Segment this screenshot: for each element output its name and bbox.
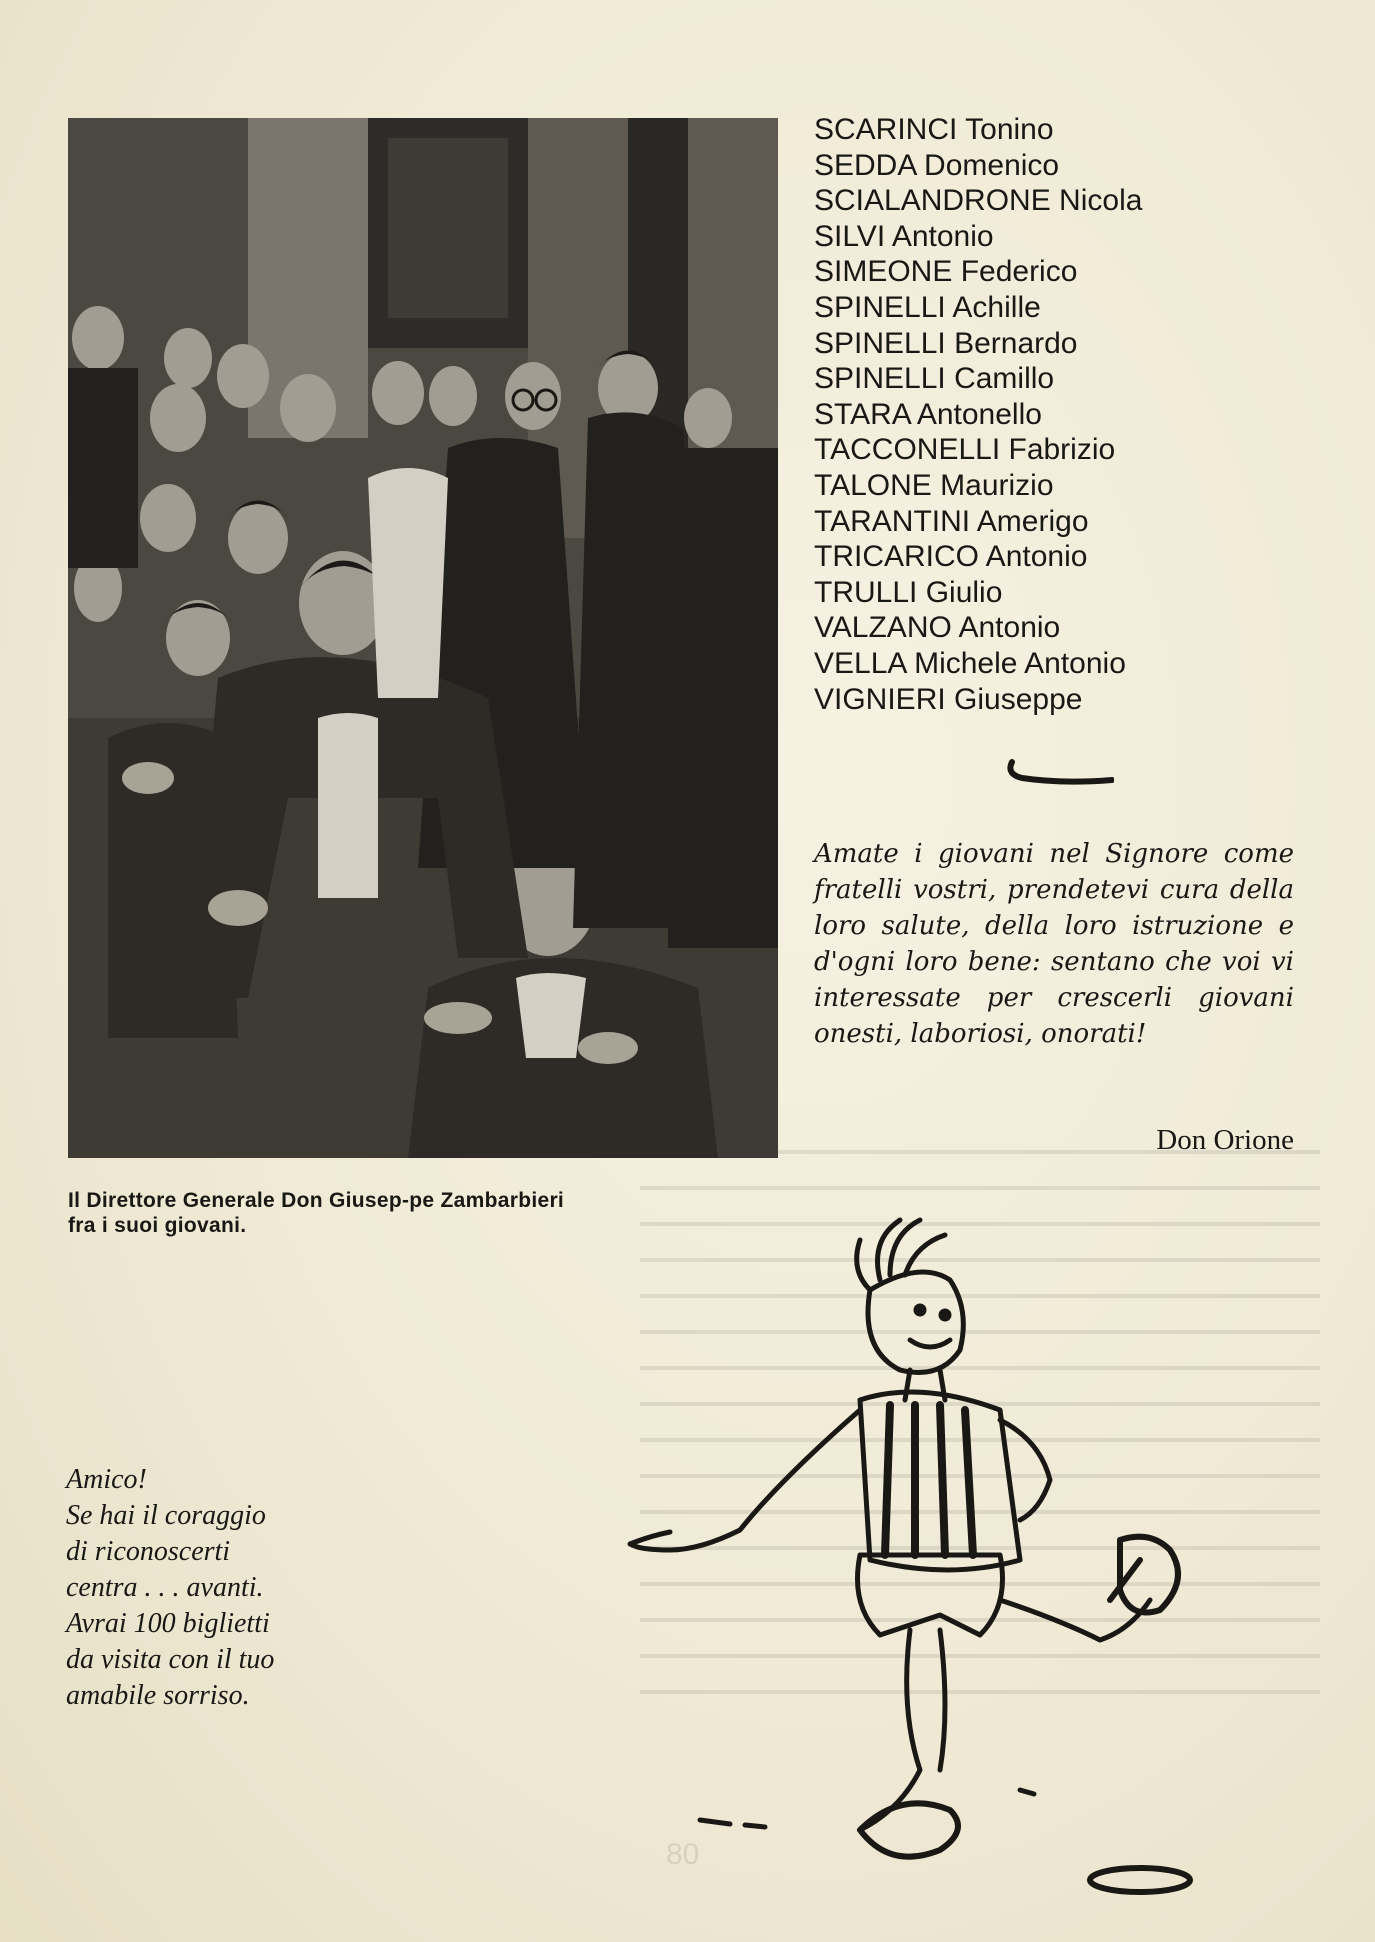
- list-item: SILVI Antonio: [814, 219, 994, 253]
- verse-line: centra . . . avanti.: [66, 1572, 264, 1603]
- list-item: TACCONELLI Fabrizio: [814, 433, 1116, 467]
- verse-line: da visita con il tuo: [66, 1644, 275, 1675]
- soccer-player-cartoon-icon: [560, 1200, 1280, 1900]
- verse-line: di riconoscerti: [66, 1536, 231, 1567]
- quote-author: Don Orione: [1156, 1124, 1294, 1156]
- names-list: [814, 112, 1334, 717]
- amico-verse: [66, 1462, 396, 1714]
- list-item: SIMEONE Federico: [814, 255, 1078, 289]
- list-item: SCIALANDRONE Nicola: [814, 184, 1143, 218]
- list-item: VALZANO Antonio: [814, 611, 1061, 645]
- list-item: SPINELLI Bernardo: [814, 326, 1078, 360]
- verse-line: Amico!: [66, 1464, 147, 1495]
- quote-text: Amate i giovani nel Signore come fratelli vostri, prendetevi cura della loro salute, della loro istruzione e d'ogni loro bene: sentano che voi vi interessate per crescerli giovani onesti, laboriosi, onorati!: [814, 839, 1294, 1049]
- decorative-swash-icon: [1004, 758, 1114, 786]
- list-item: TALONE Maurizio: [814, 468, 1054, 502]
- list-item: TRICARICO Antonio: [814, 540, 1088, 574]
- page-number: 80: [666, 1838, 700, 1871]
- list-item: SEDDA Domenico: [814, 148, 1060, 182]
- verse-line: Se hai il coraggio: [66, 1500, 266, 1531]
- group-photo: [68, 118, 778, 1158]
- verse-line: Avrai 100 biglietti: [66, 1608, 270, 1639]
- list-item: TRULLI Giulio: [814, 575, 1003, 609]
- photo-caption: Il Direttore Generale Don Giusep-pe Zambarbieri fra i suoi giovani.: [68, 1189, 565, 1237]
- list-item: TARANTINI Amerigo: [814, 504, 1089, 538]
- verse-line: amabile sorriso.: [66, 1680, 250, 1711]
- list-item: SPINELLI Camillo: [814, 362, 1055, 396]
- list-item: SCARINCI Tonino: [814, 113, 1054, 146]
- list-item: STARA Antonello: [814, 397, 1042, 431]
- list-item: VELLA Michele Antonio: [814, 646, 1126, 680]
- list-item: VIGNIERI Giuseppe: [814, 682, 1083, 716]
- group-photo-illustration: [68, 118, 778, 1158]
- list-item: SPINELLI Achille: [814, 290, 1041, 324]
